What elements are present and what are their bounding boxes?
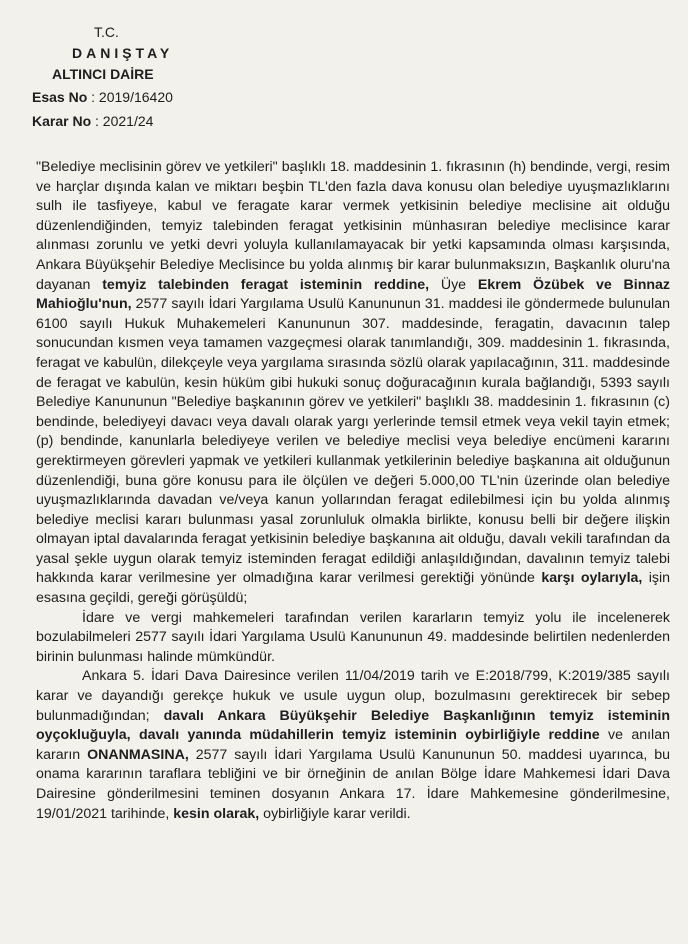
chamber-name: ALTINCI DAİRE	[52, 66, 154, 82]
esas-label: Esas No	[32, 89, 88, 105]
karar-value: : 2021/24	[95, 113, 154, 129]
text-run: işin esasına geçildi, gereği görüşüldü;	[36, 570, 671, 607]
esas-value: : 2019/16420	[91, 89, 173, 105]
bold-text: kesin olarak,	[173, 805, 260, 822]
republic-label: T.C.	[94, 24, 119, 40]
text-run: oybirliğiyle karar verildi.	[259, 805, 411, 822]
bold-text: ONANMASINA,	[87, 746, 189, 763]
paragraph	[36, 667, 670, 824]
paragraph	[36, 158, 670, 609]
karar-number	[32, 109, 173, 133]
text-run: 2577 sayılı İdari Yargılama Usulü Kanununun 31. maddesi ile göndermede bulunulan 6100 sayılı Hukuk Muhakemeleri Kanununun 307. maddesinde, feragatin, davacının talep sonucundan kısmen veya tamamen vazgeçmesi olarak tanımlandığı, 309. maddesinin 1. fıkrasında, feragat ve kabulün, dilekçeyle veya yargılama sırasında sözlü olarak yapılacağının, 311. maddesinde de feragat ve kabulün, kesin hüküm gibi hukuki sonuç doğuracağının kurala bağlandığı, 5393 sayılı Belediye Kanununun "Belediye başkanının görev ve yetkileri" başlıklı 38. maddesinin 1. fıkrasının (c) bendinde, belediyeyi davacı veya davalı olarak yargı yerlerinde temsil etmek veya vekil tayin etmek; (p) bendinde, kanunlarla belediyeye verilen ve belediye meclisi veya belediye encümeni kararını gerektirmeyen görevleri yapmak ve yetkileri kullanmak yetkilerinin belediye başkanına ait olduğunun düzenlendiği, buna göre konusu para ile ölçülen ve değeri 5.000,00 TL'nin üzerinde olan belediye uyuşmazlıklarında davadan ve/veya kanun yollarından feragat edilebilmesi için bu yolda alınmış belediye meclisi kararı bulunması yasal zorunluluk olmakla birlikte, konusu belli bir değere ilişkin olmayan iptal davalarında feragat yetkisinin belediye başkanına ait olduğu, davalı vekili tarafından da yasal şekle uygun olarak temyiz isteminden feragat edildiği anlaşıldığından, davalının temyiz talebi hakkında karar verilmesine yer olmadığına karar verilmesi gerektiği yönünde	[36, 296, 670, 587]
bold-text: temyiz talebinden feragat isteminin reddine,	[102, 276, 430, 293]
text-run: Üye	[429, 276, 478, 293]
court-name: DANIŞTAY	[72, 45, 174, 61]
bold-text: karşı oylarıyla,	[541, 570, 643, 587]
text-run: 2577 sayılı İdari Yargılama Usulü Kanununun 50. maddesi uyarınca, bu onama kararının taraflara tebliğini ve bir örneğinin de anılan Bölge İdare Mahkemesi İdari Dava Dairesine gönderilmesini teminen dosyanın Ankara 17. İdare Mahkemesine gönderilmesine, 19/01/2021 tarihinde,	[36, 746, 670, 822]
document-body	[36, 158, 670, 824]
text-run: "Belediye meclisinin görev ve yetkileri" başlıklı 18. maddesinin 1. fıkrasının (h) bendinde, vergi, resim ve harçlar dışında kalan ve miktarı beşbin TL'den fazla dava konusu olan belediye uyuşmazlıklarını sulh ile tasfiyeye, kabul ve feragate karar vermek yetkisinin belediye meclisine ait olduğu düzenlendiğinden, temyiz talebinden feragat yetkisinin münhasıran belediye meclisince karar alınması zorunlu ve yetki devri yoluyla kullanılamayacak bir yetki kapsamında olması karşısında, Ankara Büyükşehir Belediye Meclisince bu yolda alınmış bir karar bulunmaksızın, Başkanlık oluru'na dayanan	[36, 159, 670, 293]
text-run: İdare ve vergi mahkemeleri tarafından verilen kararların temyiz yolu ile incelenerek bozulabilmeleri 2577 sayılı İdari Yargılama Usulü Kanununun 49. maddesinde belirtilen nedenlerden birinin bulunması halinde mümkündür.	[36, 609, 670, 665]
bold-text: davalı Ankara Büyükşehir Belediye Başkanlığının temyiz isteminin oyçokluğuyla, davalı yanında müdahillerin temyiz isteminin oybirliğiyle reddine	[36, 707, 670, 744]
bold-text: Ekrem Özübek ve Binnaz Mahioğlu'nun,	[36, 276, 671, 313]
text-run: ve anılan kararın	[36, 727, 670, 763]
paragraph	[36, 609, 670, 668]
document-header	[32, 22, 173, 133]
text-run: Ankara 5. İdari Dava Dairesince verilen 11/04/2019 tarih ve E:2018/799, K:2019/385 sayılı karar ve dayandığı gerekçe hukuk ve usule uygun olup, bozulmasını gerektirecek bir sebep bulunmadığından;	[36, 668, 670, 724]
karar-label: Karar No	[32, 113, 92, 129]
esas-number	[32, 85, 173, 109]
